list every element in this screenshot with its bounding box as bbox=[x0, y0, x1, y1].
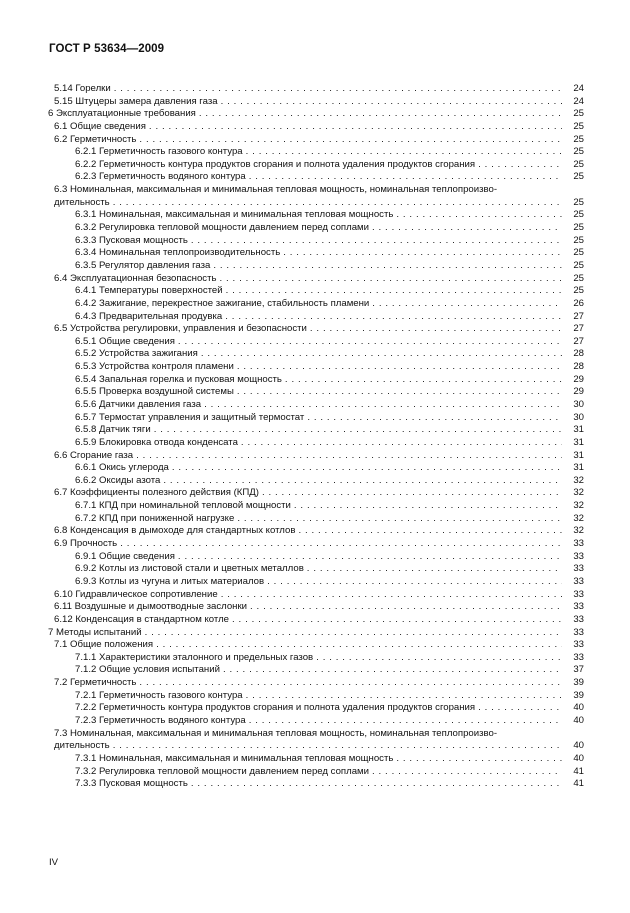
toc-entry bbox=[48, 285, 584, 298]
toc-entry-title: 6 Эксплуатационные требования bbox=[48, 108, 196, 120]
toc-entry-page: 37 bbox=[573, 664, 584, 676]
toc-entry-page: 33 bbox=[573, 639, 584, 651]
toc-entry-page: 32 bbox=[573, 474, 584, 486]
toc-entry bbox=[48, 753, 584, 766]
toc-entry-title: 6.5.8 Датчик тяги bbox=[75, 424, 151, 436]
toc-entry bbox=[48, 450, 584, 463]
toc-entry-page: 25 bbox=[573, 234, 584, 246]
toc-entry-title: 7.1 Общие положения bbox=[54, 639, 154, 651]
dot-leader bbox=[213, 260, 562, 273]
toc-entry-page: 25 bbox=[573, 120, 584, 132]
toc-entry-title: 6.1 Общие сведения bbox=[54, 120, 146, 132]
toc-entry-title: 7.2.3 Герметичность водяного контура bbox=[75, 715, 246, 727]
toc-entry-page: 33 bbox=[573, 651, 584, 663]
toc-entry bbox=[48, 108, 584, 121]
toc-entry-title: 6.9.1 Общие сведения bbox=[75, 550, 175, 562]
toc-entry-title: 6.3.3 Пусковая мощность bbox=[75, 234, 188, 246]
toc-entry-page: 40 bbox=[573, 715, 584, 727]
toc-entry-title: 7.1.2 Общие условия испытаний bbox=[75, 664, 220, 676]
toc-entry-title: 6.9 Прочность bbox=[54, 538, 118, 550]
toc-entry-title: 7.2.2 Герметичность контура продуктов сгорания и полнота удаления продуктов сгорания bbox=[75, 702, 476, 714]
dot-leader bbox=[478, 159, 562, 172]
dot-leader bbox=[232, 614, 562, 627]
toc-entry-title: 6.10 Гидравлическое сопротивление bbox=[54, 588, 218, 600]
toc-entry bbox=[48, 576, 584, 589]
dot-leader bbox=[154, 424, 562, 437]
dot-leader bbox=[307, 412, 562, 425]
toc-entry-page: 25 bbox=[573, 259, 584, 271]
dot-leader bbox=[237, 361, 562, 374]
table-of-contents bbox=[48, 83, 584, 791]
dot-leader bbox=[225, 311, 562, 324]
toc-entry-title: 6.5.7 Термостат управления и защитный термостат bbox=[75, 411, 305, 423]
toc-entry bbox=[48, 412, 584, 425]
dot-leader bbox=[204, 399, 562, 412]
toc-entry-title: 6.5.4 Запальная горелка и пусковая мощность bbox=[75, 373, 282, 385]
dot-leader bbox=[246, 146, 562, 159]
toc-entry bbox=[48, 311, 584, 324]
toc-entry bbox=[48, 475, 584, 488]
dot-leader bbox=[298, 525, 562, 538]
dot-leader bbox=[139, 134, 562, 147]
toc-entry-page: 33 bbox=[573, 626, 584, 638]
toc-entry bbox=[48, 348, 584, 361]
toc-entry-page: 25 bbox=[573, 196, 584, 208]
toc-entry-page: 33 bbox=[573, 613, 584, 625]
toc-entry bbox=[48, 639, 584, 652]
toc-entry-title: 7.3.3 Пусковая мощность bbox=[75, 778, 188, 790]
toc-entry-title: 6.4 Эксплуатационная безопасность bbox=[54, 272, 217, 284]
toc-entry bbox=[48, 652, 584, 665]
dot-leader bbox=[191, 778, 562, 791]
toc-entry bbox=[48, 361, 584, 374]
dot-leader bbox=[285, 374, 562, 387]
toc-entry-title: 7.3.1 Номинальная, максимальная и минимальная тепловая мощность bbox=[75, 752, 394, 764]
toc-entry bbox=[48, 323, 584, 336]
toc-entry-page: 25 bbox=[573, 171, 584, 183]
toc-entry bbox=[48, 197, 584, 210]
toc-entry-title: 6.2.3 Герметичность водяного контура bbox=[75, 171, 246, 183]
dot-leader bbox=[149, 121, 562, 134]
toc-entry bbox=[48, 589, 584, 602]
toc-entry-page: 28 bbox=[573, 348, 584, 360]
dot-leader bbox=[372, 222, 562, 235]
toc-entry bbox=[48, 273, 584, 286]
toc-entry-page: 39 bbox=[573, 689, 584, 701]
toc-entry-title: 6.4.1 Температуры поверхностей bbox=[75, 285, 223, 297]
toc-entry-page: 39 bbox=[573, 677, 584, 689]
toc-entry-page: 25 bbox=[573, 133, 584, 145]
toc-entry-page: 41 bbox=[573, 765, 584, 777]
dot-leader bbox=[249, 171, 562, 184]
toc-entry-title: 6.5.6 Датчики давления газа bbox=[75, 399, 202, 410]
toc-entry-title: 7.2.1 Герметичность газового контура bbox=[75, 689, 243, 701]
dot-leader bbox=[113, 740, 562, 753]
toc-entry-page: 28 bbox=[573, 361, 584, 373]
toc-entry bbox=[48, 677, 584, 690]
toc-entry-page: 25 bbox=[573, 108, 584, 120]
toc-entry bbox=[48, 399, 584, 412]
toc-entry-title: 6.7.1 КПД при номинальной тепловой мощности bbox=[75, 500, 291, 512]
toc-entry-title: 6.3.2 Регулировка тепловой мощности давлением перед соплами bbox=[75, 222, 369, 234]
toc-entry bbox=[48, 740, 584, 753]
toc-entry-title: 6.6.1 Окись углерода bbox=[75, 462, 169, 474]
toc-entry-title: 6.2.1 Герметичность газового контура bbox=[75, 146, 243, 158]
toc-entry-page: 33 bbox=[573, 588, 584, 600]
toc-entry-page: 25 bbox=[573, 285, 584, 297]
dot-leader bbox=[237, 386, 562, 399]
toc-entry-title: дительность bbox=[54, 740, 110, 752]
toc-entry-page: 41 bbox=[573, 778, 584, 790]
toc-entry-title: 6.12 Конденсация в стандартном котле bbox=[54, 613, 230, 625]
toc-entry bbox=[48, 184, 584, 197]
toc-entry bbox=[48, 247, 584, 260]
toc-entry-title: 6.2.2 Герметичность контура продуктов сгорания и полнота удаления продуктов сгорания bbox=[75, 158, 476, 170]
toc-entry bbox=[48, 146, 584, 159]
toc-entry-title: 6.3 Номинальная, максимальная и минимальная тепловая мощность, номинальная теплопроизво- bbox=[54, 184, 498, 196]
toc-entry bbox=[48, 159, 584, 172]
toc-entry-title: 6.4.2 Зажигание, перекрестное зажигание, стабильность пламени bbox=[75, 297, 370, 309]
toc-entry-page: 30 bbox=[573, 399, 584, 410]
dot-leader bbox=[478, 702, 562, 715]
dot-leader bbox=[136, 450, 562, 463]
toc-entry-title: 6.3.5 Регулятор давления газа bbox=[75, 259, 211, 271]
toc-entry-page: 31 bbox=[573, 436, 584, 448]
toc-entry bbox=[48, 298, 584, 311]
toc-entry-title: 7.3.2 Регулировка тепловой мощности давлением перед соплами bbox=[75, 765, 369, 777]
toc-entry-page: 32 bbox=[573, 487, 584, 499]
toc-entry bbox=[48, 209, 584, 222]
toc-entry bbox=[48, 728, 584, 741]
dot-leader bbox=[396, 753, 562, 766]
toc-entry bbox=[48, 96, 584, 109]
toc-entry bbox=[48, 488, 584, 501]
toc-entry-page: 30 bbox=[573, 411, 584, 423]
toc-entry-title: 5.15 Штуцеры замера давления газа bbox=[54, 95, 218, 107]
dot-leader bbox=[237, 513, 562, 526]
toc-entry bbox=[48, 83, 584, 96]
dot-leader bbox=[372, 298, 562, 311]
toc-entry bbox=[48, 222, 584, 235]
toc-entry bbox=[48, 551, 584, 564]
dot-leader bbox=[262, 488, 562, 501]
document-header: ГОСТ Р 53634—2009 bbox=[49, 43, 165, 55]
dot-leader bbox=[372, 766, 562, 779]
toc-entry bbox=[48, 171, 584, 184]
toc-entry-title: 6.7.2 КПД при пониженной нагрузке bbox=[75, 512, 235, 524]
toc-entry-page: 40 bbox=[573, 740, 584, 752]
toc-entry-page: 40 bbox=[573, 702, 584, 714]
toc-entry-page: 25 bbox=[573, 209, 584, 221]
toc-entry-title: 6.3.1 Номинальная, максимальная и минимальная тепловая мощность bbox=[75, 209, 394, 221]
dot-leader bbox=[226, 285, 562, 298]
dot-leader bbox=[241, 437, 562, 450]
toc-entry bbox=[48, 778, 584, 791]
page-number: IV bbox=[49, 857, 59, 868]
toc-entry bbox=[48, 424, 584, 437]
toc-entry-title: 6.4.3 Предварительная продувка bbox=[75, 310, 223, 322]
toc-entry-title: дительность bbox=[54, 196, 110, 208]
toc-entry-title: 7 Методы испытаний bbox=[48, 626, 142, 638]
toc-entry-page: 25 bbox=[573, 272, 584, 284]
toc-entry-title: 7.1.1 Характеристики эталонного и предельных газов bbox=[75, 651, 314, 663]
toc-entry-page: 33 bbox=[573, 550, 584, 562]
toc-entry bbox=[48, 627, 584, 640]
toc-entry bbox=[48, 121, 584, 134]
toc-entry-title: 6.11 Воздушные и дымоотводные заслонки bbox=[54, 601, 248, 613]
toc-entry-title: 7.2 Герметичность bbox=[54, 677, 137, 689]
dot-leader bbox=[139, 677, 562, 690]
toc-entry-title: 6.2 Герметичность bbox=[54, 133, 137, 145]
toc-entry-title: 6.6 Сгорание газа bbox=[54, 449, 134, 461]
toc-entry-page: 29 bbox=[573, 373, 584, 385]
toc-entry-page: 29 bbox=[573, 386, 584, 398]
toc-entry bbox=[48, 260, 584, 273]
dot-leader bbox=[223, 664, 562, 677]
toc-entry bbox=[48, 538, 584, 551]
toc-entry-title: 6.8 Конденсация в дымоходе для стандартных котлов bbox=[54, 525, 296, 537]
toc-entry bbox=[48, 500, 584, 513]
toc-entry bbox=[48, 664, 584, 677]
dot-leader bbox=[201, 348, 562, 361]
toc-entry bbox=[48, 766, 584, 779]
toc-entry-page: 31 bbox=[573, 424, 584, 436]
toc-entry-page: 31 bbox=[573, 462, 584, 474]
toc-entry-page: 33 bbox=[573, 538, 584, 550]
toc-entry-title: 6.5.9 Блокировка отвода конденсата bbox=[75, 436, 238, 448]
dot-leader bbox=[249, 715, 562, 728]
toc-entry-title: 6.6.2 Оксиды азота bbox=[75, 474, 161, 486]
toc-entry bbox=[48, 134, 584, 147]
toc-entry-title: 6.9.2 Котлы из листовой стали и цветных металлов bbox=[75, 563, 304, 575]
toc-entry bbox=[48, 702, 584, 715]
toc-entry-page: 25 bbox=[573, 222, 584, 234]
toc-entry-title: 6.5.2 Устройства зажигания bbox=[75, 348, 198, 360]
dot-leader bbox=[316, 652, 562, 665]
toc-entry-page: 40 bbox=[573, 752, 584, 764]
dot-leader bbox=[163, 475, 562, 488]
toc-entry bbox=[48, 601, 584, 614]
dot-leader bbox=[114, 83, 562, 96]
toc-entry bbox=[48, 614, 584, 627]
toc-entry bbox=[48, 690, 584, 703]
toc-entry bbox=[48, 336, 584, 349]
dot-leader bbox=[267, 576, 562, 589]
toc-entry bbox=[48, 715, 584, 728]
toc-entry-page: 25 bbox=[573, 146, 584, 158]
toc-entry-title: 6.7 Коэффициенты полезного действия (КПД) bbox=[54, 487, 259, 499]
toc-entry-title: 6.3.4 Номинальная теплопроизводительность bbox=[75, 247, 281, 259]
dot-leader bbox=[246, 690, 562, 703]
toc-entry bbox=[48, 563, 584, 576]
toc-entry-page: 25 bbox=[573, 158, 584, 170]
toc-entry-page: 24 bbox=[573, 82, 584, 94]
dot-leader bbox=[156, 639, 562, 652]
toc-entry bbox=[48, 235, 584, 248]
dot-leader bbox=[307, 563, 562, 576]
dot-leader bbox=[221, 589, 562, 602]
toc-entry-page: 33 bbox=[573, 601, 584, 613]
toc-entry bbox=[48, 437, 584, 450]
toc-entry-title: 6.5 Устройства регулировки, управления и безопасности bbox=[54, 323, 307, 335]
toc-entry-title: 5.14 Горелки bbox=[54, 82, 111, 94]
toc-entry bbox=[48, 386, 584, 399]
toc-entry-page: 31 bbox=[573, 449, 584, 461]
toc-entry-page: 24 bbox=[573, 95, 584, 107]
dot-leader bbox=[310, 323, 562, 336]
toc-entry-page: 26 bbox=[573, 297, 584, 309]
toc-entry bbox=[48, 525, 584, 538]
toc-entry bbox=[48, 374, 584, 387]
toc-entry-title: 7.3 Номинальная, максимальная и минимальная тепловая мощность, номинальная теплопроизво- bbox=[54, 727, 498, 739]
dot-leader bbox=[294, 500, 562, 513]
toc-entry-page: 25 bbox=[573, 247, 584, 259]
dot-leader bbox=[178, 551, 562, 564]
dot-leader bbox=[178, 336, 562, 349]
dot-leader bbox=[145, 627, 562, 640]
toc-entry bbox=[48, 513, 584, 526]
dot-leader bbox=[199, 108, 562, 121]
toc-entry bbox=[48, 462, 584, 475]
toc-entry-page: 32 bbox=[573, 500, 584, 512]
dot-leader bbox=[191, 235, 562, 248]
dot-leader bbox=[221, 96, 562, 109]
toc-entry-page: 32 bbox=[573, 512, 584, 524]
toc-entry-page: 33 bbox=[573, 563, 584, 575]
toc-entry-title: 6.5.5 Проверка воздушной системы bbox=[75, 386, 234, 398]
dot-leader bbox=[120, 538, 562, 551]
toc-entry-page: 27 bbox=[573, 335, 584, 347]
toc-entry-page: 32 bbox=[573, 525, 584, 537]
toc-entry-page: 27 bbox=[573, 310, 584, 322]
toc-entry-page: 27 bbox=[573, 323, 584, 335]
toc-entry-page: 33 bbox=[573, 575, 584, 587]
toc-entry-title: 6.9.3 Котлы из чугуна и литых материалов bbox=[75, 575, 265, 587]
dot-leader bbox=[220, 273, 563, 286]
toc-entry-title: 6.5.1 Общие сведения bbox=[75, 335, 175, 347]
dot-leader bbox=[250, 601, 562, 614]
dot-leader bbox=[113, 197, 562, 210]
toc-entry-title: 6.5.3 Устройства контроля пламени bbox=[75, 361, 234, 373]
dot-leader bbox=[283, 247, 562, 260]
dot-leader bbox=[172, 462, 562, 475]
dot-leader bbox=[396, 209, 562, 222]
